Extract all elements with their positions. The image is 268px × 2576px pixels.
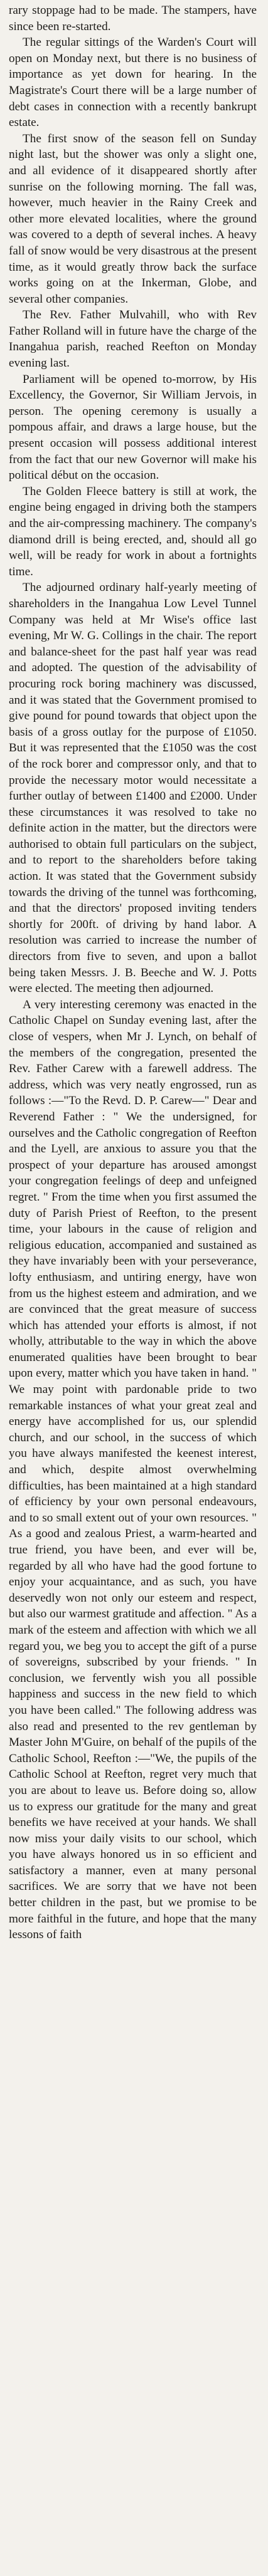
article-paragraph: rary stoppage had to be made. The stampers, have since been re-started.	[9, 4, 257, 33]
article-paragraph: The Rev. Father Mulvahill, who with Rev Father Rolland will in future have the charge of the Inangahua parish, reached Reefton on Monday evening last.	[9, 308, 257, 370]
article-paragraph: The first snow of the season fell on Sunday night last, but the shower was only a slight one, and all evidence of it disappeared shortly after sunrise on the following morning. The fall was, however, much heavier in the Rainy Creek and other more elevated localities, where the ground was covered to a depth of several inches. A heavy fall of snow would be very disastrous at the present time, as it would greatly throw back the surface works going on at the Inkerman, Globe, and several other companies.	[9, 132, 257, 306]
article-paragraph: A very interesting ceremony was enacted in the Catholic Chapel on Sunday evening last, after the close of vespers, when Mr J. Lynch, on behalf of the members of the congregation, presented the Rev. Father Carew with a farewell address. The address, which was very neatly engrossed, run as follows :—"To the Revd. D. P. Carew—" Dear and Reverend Father : " We the undersigned, for ourselves and the Catholic congregation of Reefton and the Lyell, are anxious to assure you that the prospect of your departure has aroused amongst your congregation feelings of deep and unfeigned regret. " From the time when you first assumed the duty of Parish Priest of Reefton, to the present time, your labours in the cause of religion and religious education, accompanied and sustained as they have invariably been with your perseverance, lofty enthusiasm, and untiring energy, have won from us the highest esteem and admiration, and we are convinced that the great measure of success which has attended your efforts is almost, if not wholly, attributable to the way in which the above enumerated qualities have been brought to bear upon every, matter which you have taken in hand. " We may point with pardonable pride to two remarkable instances of what your great zeal and energy have accomplished for us, our splendid church, and our school, in the success of which you have always manifested the keenest interest, and which, despite almost overwhelming difficulties, has been maintained at a high standard of efficiency by your own personal endeavours, and to so small extent out of your own resources. " As a good and zealous Priest, a warm-hearted and true friend, you have been, and ever will be, regarded by all who have had the good fortune to enjoy your acquaintance, and as such, you have deservedly won not only our esteem and respect, but also our warmest gratitude and affection. " As a mark of the esteem and affection with which we all regard you, we beg you to accept the gift of a purse of sovereigns, subscribed by your friends. " In conclusion, we fervently wish you all possible happiness and success in the new field to which you have been called." The following address was also read and presented to the rev gentleman by Master John M'Guire, on behalf of the pupils of the Catholic School, Reefton :—"We, the pupils of the Catholic School at Reefton, regret very much that you are about to leave us. Before doing so, allow us to express our gratitude for the many and great benefits we have received at your hands. We shall now miss your daily visits to our school, which you have always honored us in so efficient and satisfactory a manner, even at many personal sacrifices. We are sorry that we have not been better children in the past, but we promise to be more faithful in the future, and hope that the many lessons of faith	[9, 998, 257, 1942]
article-paragraph: Parliament will be opened to-morrow, by His Excellency, the Governor, Sir William Jervois, in person. The opening ceremony is usually a pompous affair, and draws a large house, but the present occasion will possess additional interest from the fact that our new Governor will make his political début on the occasion.	[9, 372, 257, 482]
article-paragraph: The Golden Fleece battery is still at work, the engine being engaged in driving both the stampers and the air-compressing machinery. The company's diamond drill is being erected, and, should all go well, will be ready for work in about a fortnights time.	[9, 484, 257, 578]
article-paragraph: The adjourned ordinary half-yearly meeting of shareholders in the Inangahua Low Level Tunnel Company was held at Mr Wise's office last evening, Mr W. G. Collings in the chair. The report and balance-sheet for the past half year was read and adopted. The question of the advisability of procuring rock boring machinery was discussed, and it was stated that the Government promised to give pound for pound towards that object upon the basis of a gross outlay for the purpose of £1050. But it was represented that the £1050 was the cost of the rock borer and compressor only, and that to provide the necessary motor would necessitate a further outlay of between £1400 and £2000. Under these circumstances it was resolved to take no definite action in the matter, but the directors were authorised to obtain full particulars on the subject, and to report to the shareholders before taking action. It was stated that the Government subsidy towards the driving of the tunnel was forthcoming, and that the directors' proposed inviting tenders shortly for 200ft. of driving by hand labor. A resolution was carried to increase the number of directors from five to seven, and upon a ballot being taken Messrs. J. B. Beeche and W. J. Potts were elected. The meeting then adjourned.	[9, 581, 257, 996]
article-paragraph: The regular sittings of the Warden's Court will open on Monday next, but there is no business of importance as yet down for hearing. In the Magistrate's Court there will be a large number of debt cases in connection with a recently bankrupt estate.	[9, 36, 257, 130]
